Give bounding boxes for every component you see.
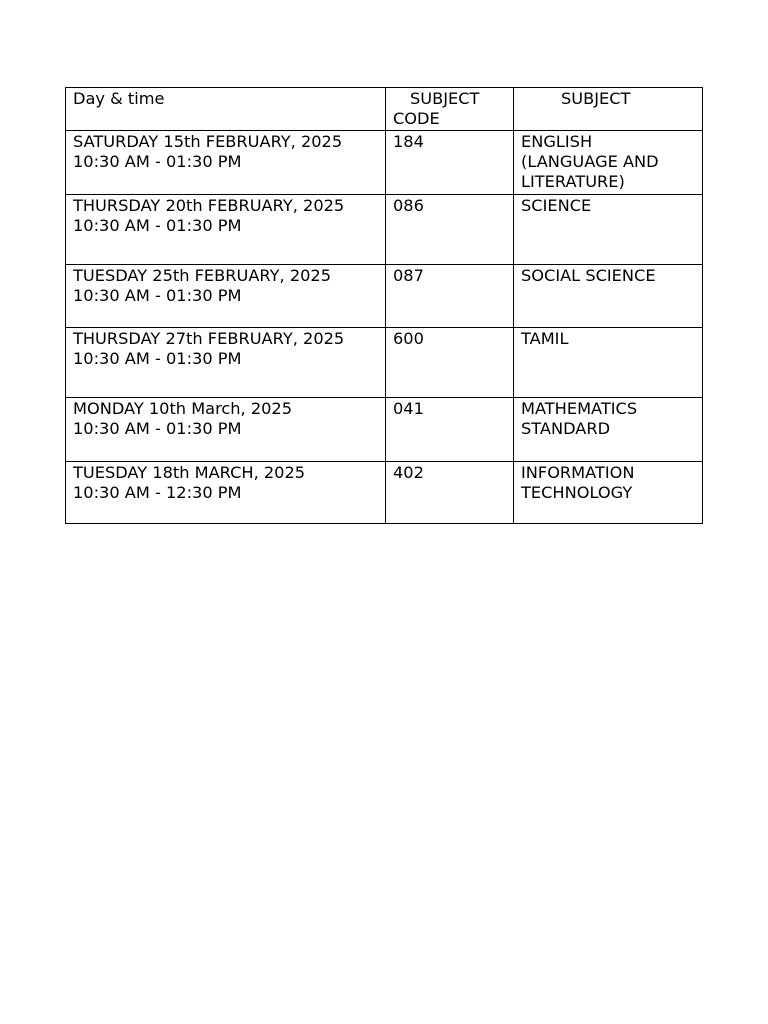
row-day: MONDAY 10th March, 2025 xyxy=(73,399,293,418)
row-subject-line: ENGLISH xyxy=(521,132,593,151)
row-subject-line: TECHNOLOGY xyxy=(521,483,633,502)
row-time: 10:30 AM - 01:30 PM xyxy=(73,419,242,438)
row-code-cell xyxy=(386,398,514,462)
row-subject-code: 600 xyxy=(393,329,424,348)
row-time: 10:30 AM - 01:30 PM xyxy=(73,216,242,235)
header-day-time xyxy=(66,88,386,131)
row-day: TUESDAY 25th FEBRUARY, 2025 xyxy=(73,266,332,285)
row-subject-code: 402 xyxy=(393,463,424,482)
row-day: SATURDAY 15th FEBRUARY, 2025 xyxy=(73,132,343,151)
row-day: THURSDAY 27th FEBRUARY, 2025 xyxy=(73,329,345,348)
row-subject-cell xyxy=(514,398,703,462)
header-subject-code xyxy=(386,88,514,131)
row-subject-code: 087 xyxy=(393,266,424,285)
header-subject-label: SUBJECT xyxy=(561,89,631,108)
row-subject-line: STANDARD xyxy=(521,419,611,438)
row-code-cell xyxy=(386,462,514,524)
row-code-cell xyxy=(386,195,514,265)
row-subject-code: 041 xyxy=(393,399,424,418)
table-row xyxy=(66,398,703,462)
header-subject xyxy=(514,88,703,131)
row-subject-line: (LANGUAGE AND xyxy=(521,152,659,171)
table-header-row xyxy=(66,88,703,131)
table-row xyxy=(66,328,703,398)
row-subject-line: TAMIL xyxy=(521,329,569,348)
row-subject-line: SCIENCE xyxy=(521,196,592,215)
row-day-time-cell xyxy=(66,328,386,398)
row-subject-line: SOCIAL SCIENCE xyxy=(521,266,656,285)
table-row xyxy=(66,462,703,524)
header-subject-code-label-line2: CODE xyxy=(393,109,440,128)
row-subject-code: 086 xyxy=(393,196,424,215)
row-day-time-cell xyxy=(66,195,386,265)
table-row xyxy=(66,131,703,195)
header-day-time-label: Day & time xyxy=(73,89,165,108)
exam-schedule-table xyxy=(65,87,703,524)
row-day: THURSDAY 20th FEBRUARY, 2025 xyxy=(73,196,345,215)
row-subject-line: INFORMATION xyxy=(521,463,635,482)
row-time: 10:30 AM - 12:30 PM xyxy=(73,483,242,502)
row-time: 10:30 AM - 01:30 PM xyxy=(73,152,242,171)
row-code-cell xyxy=(386,131,514,195)
table-row xyxy=(66,195,703,265)
table-row xyxy=(66,265,703,328)
row-code-cell xyxy=(386,265,514,328)
row-day-time-cell xyxy=(66,265,386,328)
row-day-time-cell xyxy=(66,398,386,462)
row-code-cell xyxy=(386,328,514,398)
header-subject-code-label-line1: SUBJECT xyxy=(410,89,480,108)
row-day-time-cell xyxy=(66,131,386,195)
row-subject-cell xyxy=(514,131,703,195)
row-day: TUESDAY 18th MARCH, 2025 xyxy=(73,463,306,482)
row-time: 10:30 AM - 01:30 PM xyxy=(73,286,242,305)
row-subject-code: 184 xyxy=(393,132,424,151)
row-subject-line: MATHEMATICS xyxy=(521,399,638,418)
row-subject-cell xyxy=(514,462,703,524)
row-day-time-cell xyxy=(66,462,386,524)
row-subject-cell xyxy=(514,328,703,398)
row-time: 10:30 AM - 01:30 PM xyxy=(73,349,242,368)
row-subject-line: LITERATURE) xyxy=(521,172,625,191)
row-subject-cell xyxy=(514,265,703,328)
row-subject-cell xyxy=(514,195,703,265)
